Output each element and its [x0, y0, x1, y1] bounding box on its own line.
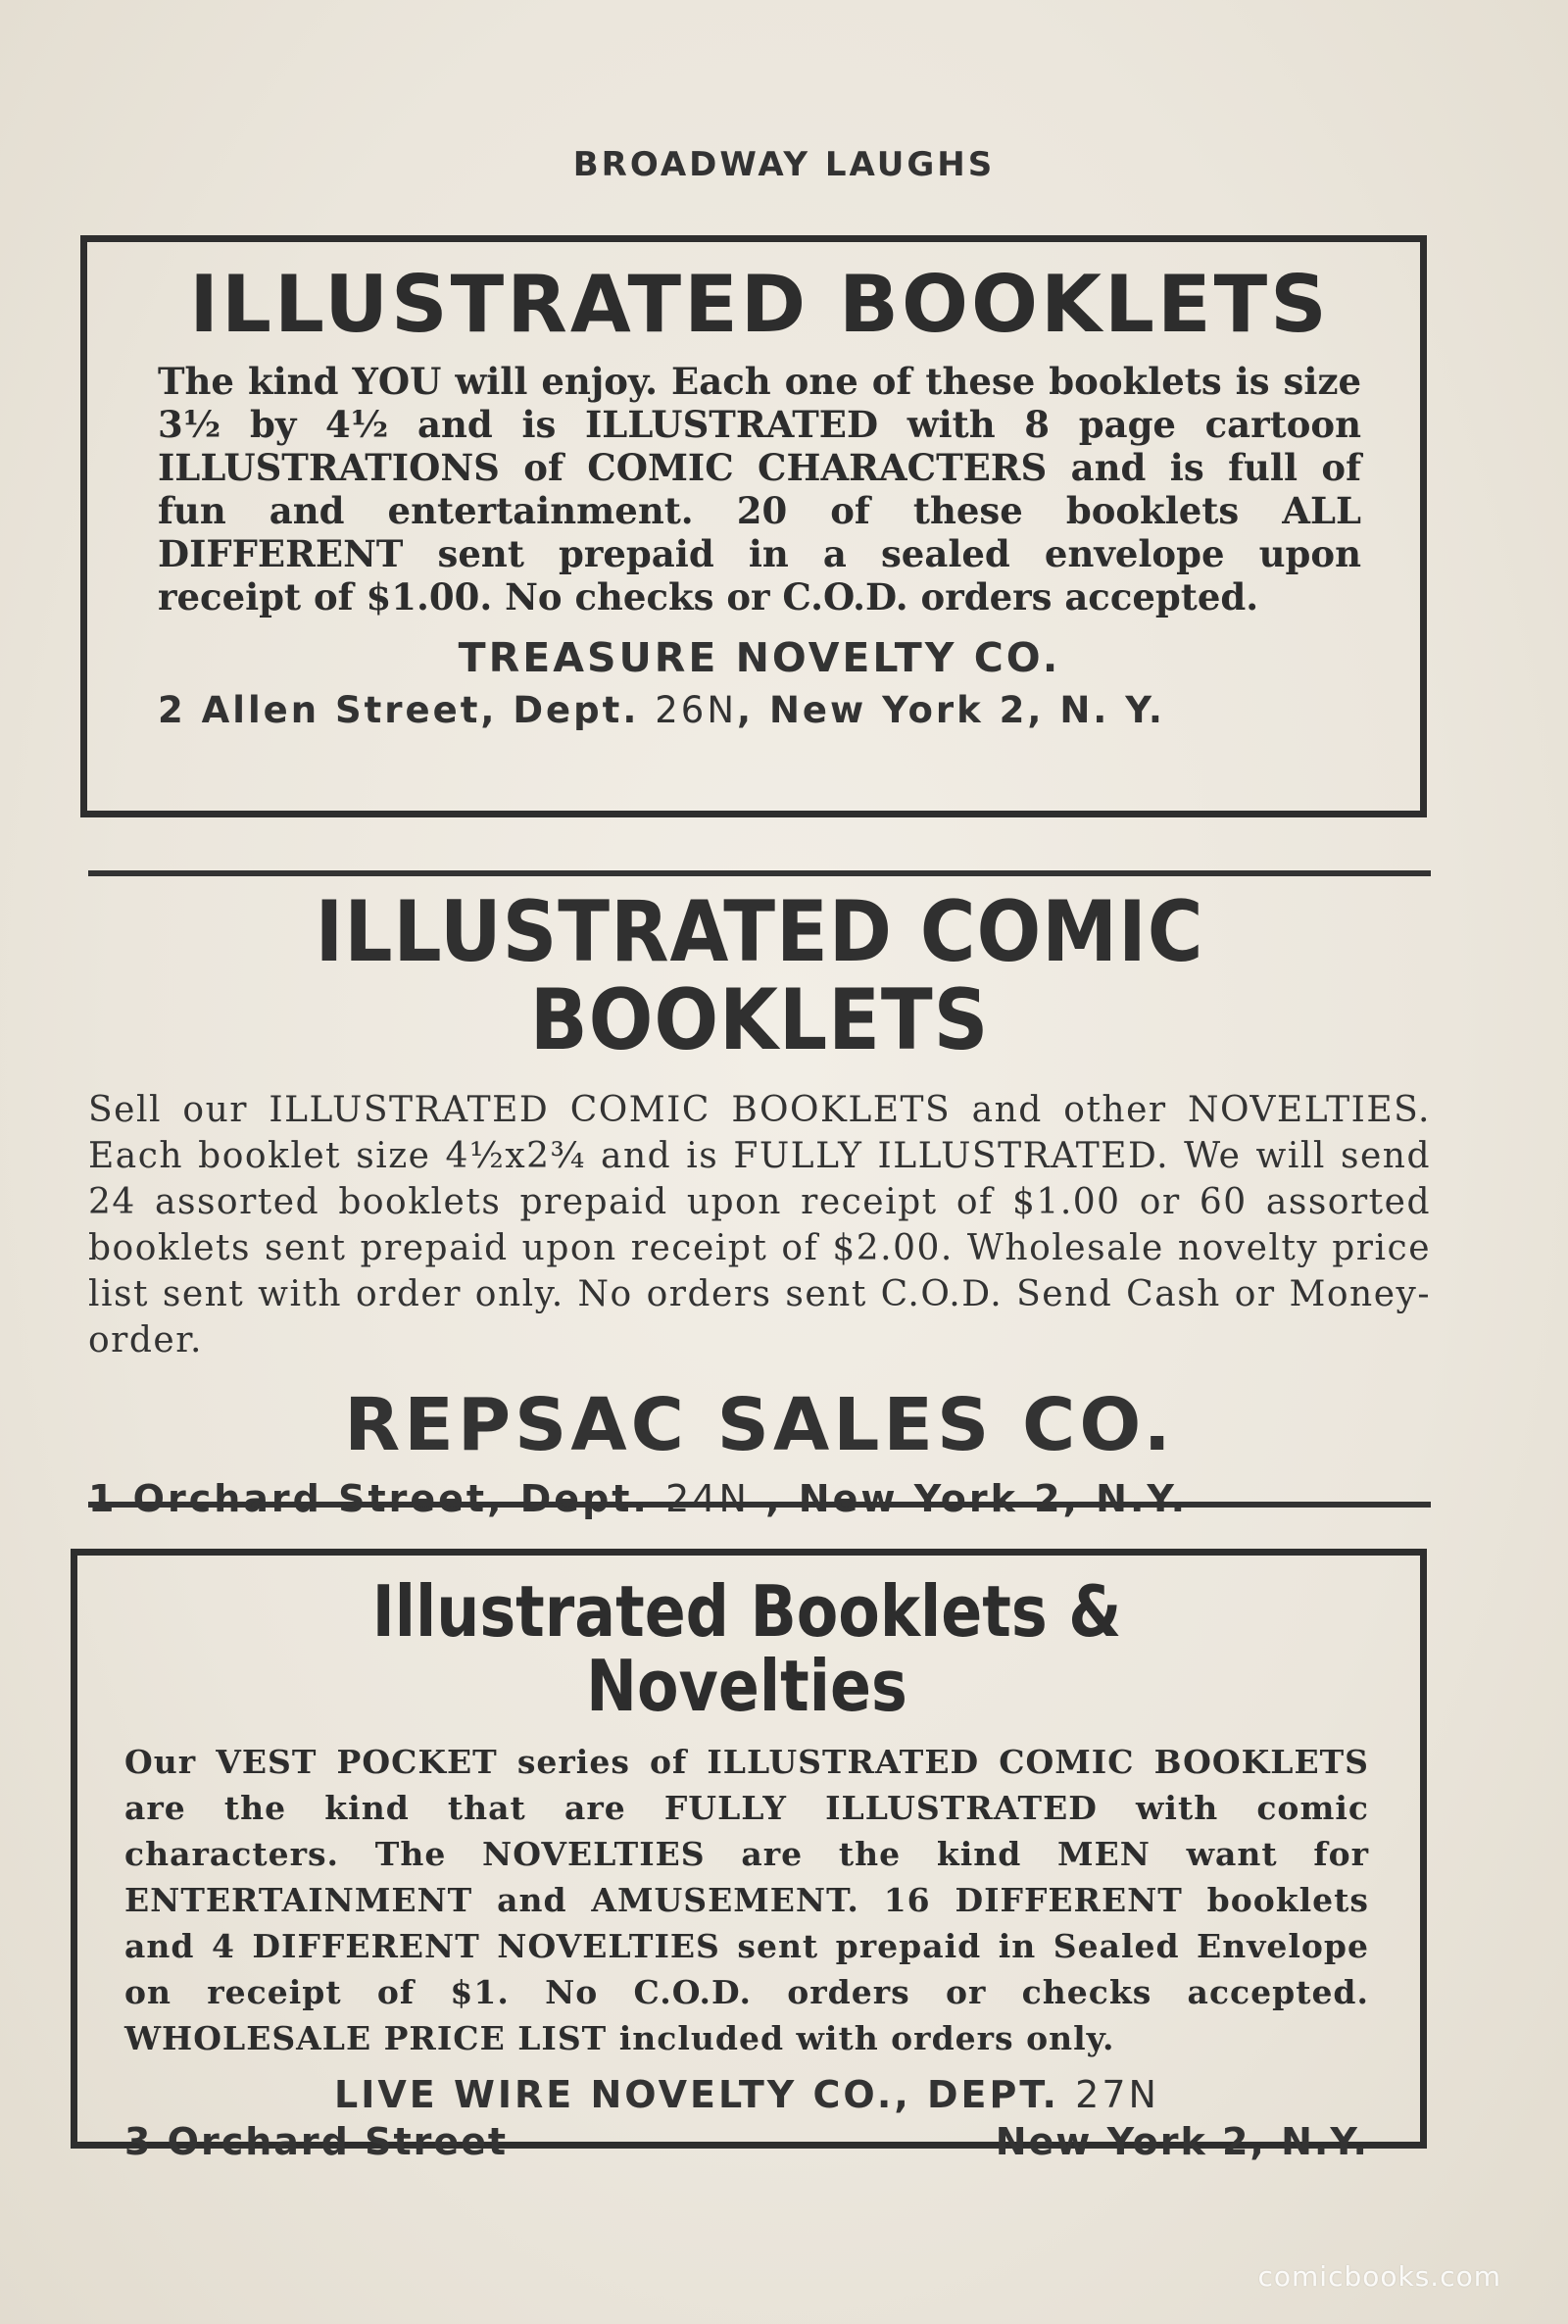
ad2-address-city: , New York 2, N.Y. — [765, 1476, 1189, 1520]
ad3-body: Our VEST POCKET series of ILLUSTRATED COMIC BOOKLETS are the kind that are FULLY ILLUSTRATED with comic characters. The NOVELTIES are the kind MEN want for ENTERTAINMENT and AMUSEMENT. 16 DIFFERENT booklets and 4 DIFFERENT NOVELTIES sent prepaid in Sealed Envelope on receipt of $1. No C.O.D. orders or checks accepted. WHOLESALE PRICE LIST included with orders only. — [124, 1743, 1369, 2058]
ad2-address — [88, 1477, 1431, 1520]
site-watermark: comicbooks.com — [1257, 2260, 1501, 2293]
ad2-title: ILLUSTRATED COMIC BOOKLETS — [315, 883, 1204, 1070]
ad3-address-line — [124, 2120, 1369, 2163]
ad1-address — [158, 689, 1361, 731]
ad1-dept-number: 26N — [655, 689, 738, 731]
ad1-address-street: 2 Allen Street, Dept. — [158, 689, 640, 731]
ad3-city: New York 2, N.Y. — [995, 2120, 1369, 2164]
ad3-title: Illustrated Booklets & Novelties — [371, 1570, 1122, 1727]
ad2-company: REPSAC SALES CO. — [344, 1382, 1175, 1467]
ad2-address-street: 1 Orchard Street, Dept. — [88, 1476, 650, 1520]
ad2-body: Sell our ILLUSTRATED COMIC BOOKLETS and other NOVELTIES. Each booklet size 4½x2¾ and is FULLY ILLUSTRATED. We will send 24 assorted booklets prepaid upon receipt of $1.00 or 60 assorted booklets sent prepaid upon receipt of $2.00. Wholesale novelty price list sent with order only. No orders sent C.O.D. Send Cash or Money-order. — [88, 1089, 1431, 1360]
ad2-dept-number: 24N — [665, 1476, 750, 1520]
ad-treasure-novelty — [80, 235, 1427, 817]
ad1-body: The kind YOU will enjoy. Each one of these booklets is size 3½ by 4½ and is ILLUSTRATED with 8 page cartoon ILLUSTRATIONS of COMIC CHARACTERS and is full of fun and entertainment. 20 of these booklets ALL DIFFERENT sent prepaid in a sealed envelope upon receipt of $1.00. No checks or C.O.D. orders accepted. — [158, 360, 1361, 618]
ad3-street: 3 Orchard Street — [124, 2120, 509, 2164]
running-head: BROADWAY LAUGHS — [572, 145, 996, 184]
ad1-address-city: , New York 2, N. Y. — [737, 689, 1165, 731]
ad3-company: LIVE WIRE NOVELTY CO., DEPT. — [334, 2073, 1059, 2117]
ad1-company: TREASURE NOVELTY CO. — [458, 634, 1061, 681]
ad-live-wire-novelty — [71, 1549, 1427, 2164]
ad3-company-line — [124, 2073, 1369, 2116]
ad-repsac-sales — [88, 870, 1431, 1520]
ad3-dept-number: 27N — [1075, 2073, 1159, 2117]
ad1-title: ILLUSTRATED BOOKLETS — [189, 259, 1330, 350]
